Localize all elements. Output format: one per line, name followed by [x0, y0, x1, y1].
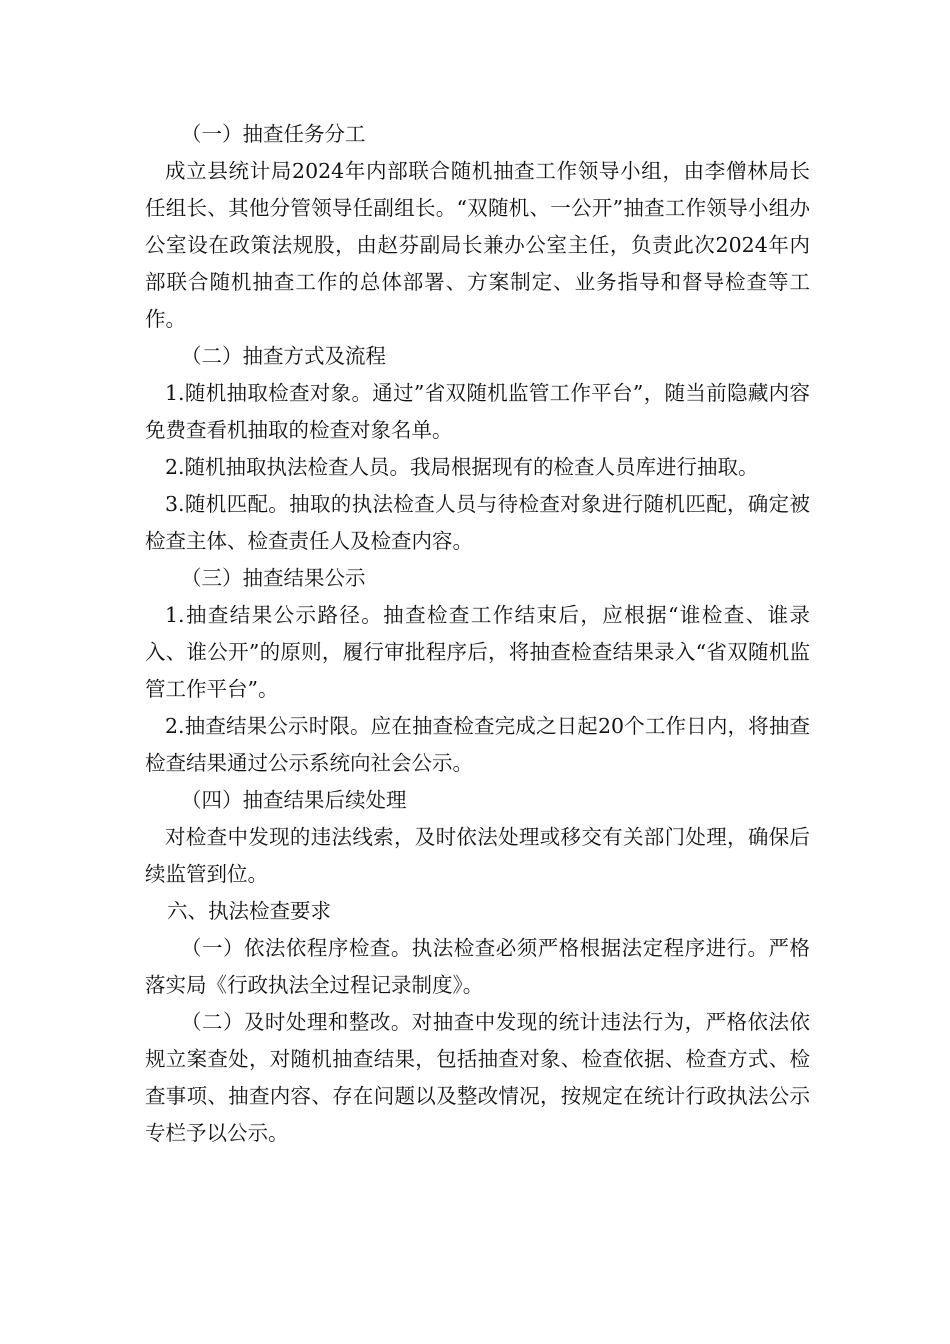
paragraph-publicity-deadline: 2.抽查结果公示时限。应在抽查检查完成之日起20个工作日内，将抽查检查结果通过公示系统向社会公示。	[145, 714, 810, 775]
paragraph-lawful-inspection: （一）依法依程序检查。执法检查必须严格根据法定程序进行。严格落实局《行政执法全过程记录制度》。	[145, 936, 810, 997]
paragraph-publicity-path: 1.抽查结果公示路径。抽查检查工作结束后，应根据“谁检查、谁录入、谁公开”的原则，履行审批程序后，将抽查检查结果录入“省双随机监管工作平台”。	[145, 603, 810, 701]
paragraph-follow-up: 对检查中发现的违法线索，及时依法处理或移交有关部门处理，确保后续监管到位。	[145, 825, 810, 886]
section-heading-method-process: （二）抽查方式及流程	[181, 344, 386, 368]
paragraph-random-inspectors: 2.随机抽取执法检查人员。我局根据现有的检查人员库进行抽取。	[165, 455, 759, 479]
section-heading-inspection-requirements: 六、执法检查要求	[167, 899, 331, 923]
paragraph-random-matching: 3.随机匹配。抽取的执法检查人员与待检查对象进行随机匹配，确定被检查主体、检查责任人及检查内容。	[145, 492, 810, 553]
paragraph-leadership-group: 成立县统计局2024年内部联合随机抽查工作领导小组，由李僧林局长任组长、其他分管领导任副组长。“双随机、一公开”抽查工作领导小组办公室设在政策法规股，由赵芬副局长兼办公室主任，负责此次2024年内部联合随机抽查工作的总体部署、方案制定、业务指导和督导检查等工作。	[145, 159, 810, 331]
paragraph-random-objects: 1.随机抽取检查对象。通过”省双随机监管工作平台”，随当前隐藏内容免费查看机抽取的检查对象名单。	[145, 381, 810, 442]
section-heading-task-division: （一）抽查任务分工	[181, 122, 366, 146]
section-heading-follow-up: （四）抽查结果后续处理	[181, 788, 407, 812]
document-page	[145, 116, 810, 1152]
paragraph-timely-rectification: （二）及时处理和整改。对抽查中发现的统计违法行为，严格依法依规立案查处，对随机抽查结果，包括抽查对象、检查依据、检查方式、检查事项、抽查内容、存在问题以及整改情况，按规定在统计行政执法公示专栏予以公示。	[145, 1010, 810, 1145]
section-heading-result-publicity: （三）抽查结果公示	[181, 566, 366, 590]
